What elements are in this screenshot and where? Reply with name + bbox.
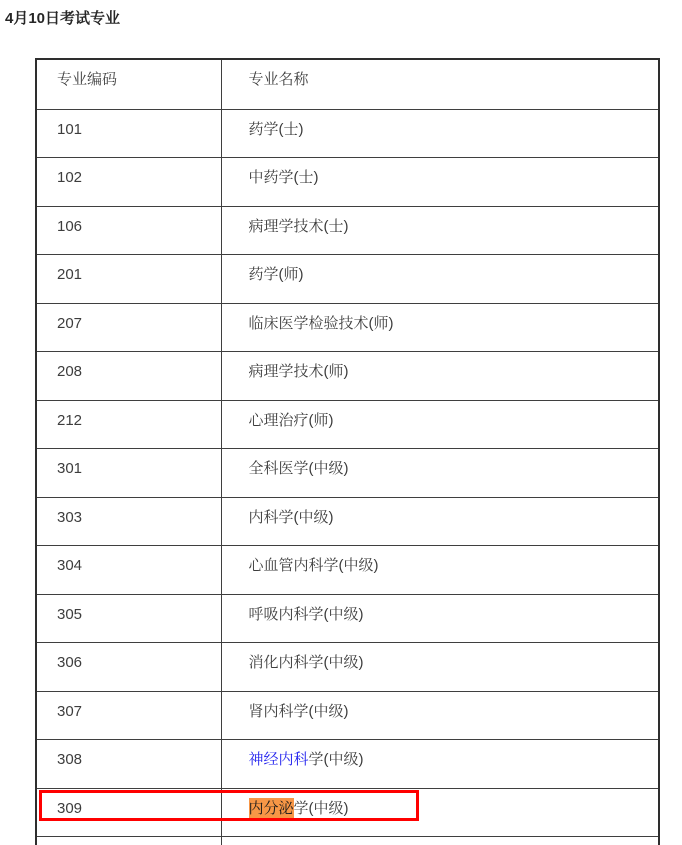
page-title: 4月10日考试专业 <box>5 10 121 27</box>
name-cell: 心血管内科学(中级) <box>221 546 659 595</box>
name-cell: 呼吸内科学(中级) <box>221 594 659 643</box>
code-cell: 207 <box>36 303 221 352</box>
code-cell: 208 <box>36 352 221 401</box>
table-row <box>36 691 659 740</box>
exam-subjects-table <box>35 58 660 845</box>
neurology-link[interactable]: 神经内科 <box>248 751 309 768</box>
table-row <box>36 594 659 643</box>
table-row <box>36 206 659 255</box>
code-cell: 201 <box>36 255 221 304</box>
name-cell: 临床医学检验技术(师) <box>221 303 659 352</box>
code-cell: 106 <box>36 206 221 255</box>
name-cell-empty <box>221 837 659 845</box>
name-cell: 病理学技术(师) <box>221 352 659 401</box>
name-cell <box>221 788 659 837</box>
table-row <box>36 400 659 449</box>
table-row <box>36 449 659 498</box>
code-cell: 212 <box>36 400 221 449</box>
table-row-neurology <box>36 740 659 789</box>
table-row <box>36 255 659 304</box>
table-row-endocrinology <box>36 788 659 837</box>
name-cell: 病理学技术(士) <box>221 206 659 255</box>
name-cell: 药学(士) <box>221 109 659 158</box>
code-cell: 303 <box>36 497 221 546</box>
name-suffix: 学(中级) <box>308 751 364 768</box>
code-cell: 101 <box>36 109 221 158</box>
table-row <box>36 352 659 401</box>
code-cell: 301 <box>36 449 221 498</box>
column-header-code: 专业编码 <box>36 59 221 109</box>
code-cell: 309 <box>36 788 221 837</box>
name-cell: 肾内科学(中级) <box>221 691 659 740</box>
code-cell: 304 <box>36 546 221 595</box>
code-cell: 308 <box>36 740 221 789</box>
endocrinology-highlight: 内分泌 <box>249 798 294 820</box>
name-cell: 心理治疗(师) <box>221 400 659 449</box>
code-cell: 305 <box>36 594 221 643</box>
code-cell-empty <box>36 837 221 845</box>
name-cell: 药学(师) <box>221 255 659 304</box>
table-row <box>36 497 659 546</box>
table-row-partial <box>36 837 659 845</box>
table-row <box>36 643 659 692</box>
name-suffix: 学(中级) <box>293 799 349 817</box>
code-cell: 306 <box>36 643 221 692</box>
name-cell: 内科学(中级) <box>221 497 659 546</box>
column-header-name: 专业名称 <box>221 59 659 109</box>
name-cell: 消化内科学(中级) <box>221 643 659 692</box>
name-cell: 中药学(士) <box>221 158 659 207</box>
name-cell <box>221 740 659 789</box>
table-row <box>36 303 659 352</box>
name-cell: 全科医学(中级) <box>221 449 659 498</box>
table-row <box>36 158 659 207</box>
code-cell: 102 <box>36 158 221 207</box>
code-cell: 307 <box>36 691 221 740</box>
table-header-row <box>36 59 659 109</box>
table-row <box>36 546 659 595</box>
table-row <box>36 109 659 158</box>
